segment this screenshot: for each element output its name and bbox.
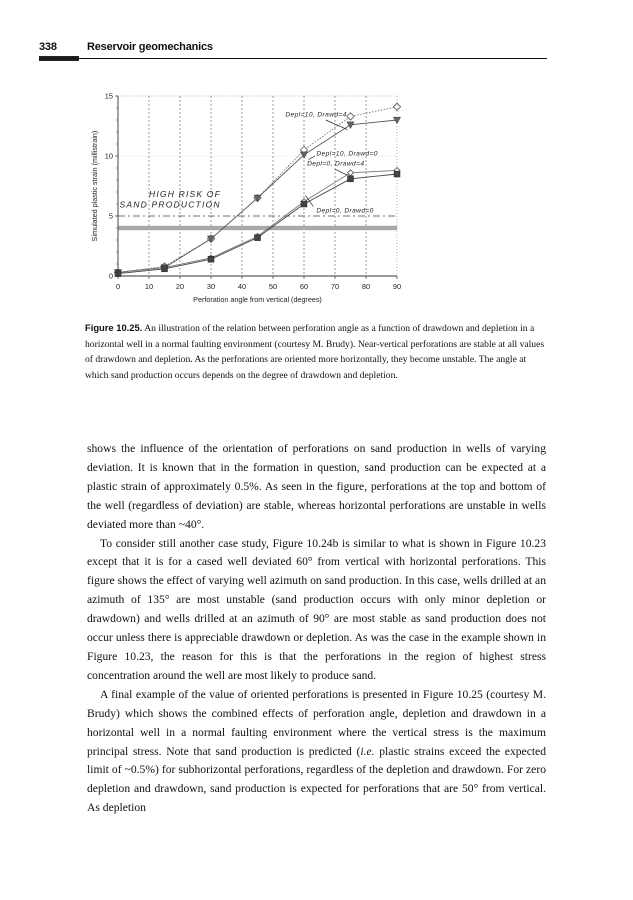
series-label-arrow-2 [309,156,315,160]
y-tick-label-5: 5 [108,211,113,221]
series-label-1: Depl=10, Drawd=4 [285,111,347,119]
x-tick-label-90: 90 [392,282,402,291]
marker-s4-75 [348,176,354,182]
y-tick-label-15: 15 [104,91,113,101]
paragraph-3 [87,686,546,818]
marker-s4-60 [301,201,307,207]
series-label-2: Depl=10, Drawd=0 [316,150,378,158]
paragraph-3-part-a: A final example of the value of oriented perforations is presented in Figure 10.25 (courtesy M. Brudy) which shows the combined effects of perforation angle, depletion and drawdown in a horizontal well in a normal faulting environment where the vertical stress is the maximum principal stress. Note that sand production is predicted ( [87,687,546,758]
page-number: 338 [39,41,57,53]
marker-s2-75 [347,122,354,128]
x-tick-label-0: 0 [115,282,121,291]
series-label-3: Depl=0, Drawd=4 [307,160,365,168]
paragraph-3-part-b: plastic strains exceed the expected limit of ~0.5%) for subhorizontal perforations, regardless of the depletion and drawdown. For zero depletion and drawdown, sand production is expected for perforations that are 50° from vertical. As depletion [87,744,547,815]
x-tick-label-10: 10 [144,282,154,291]
x-tick-label-70: 70 [330,282,340,291]
series-label-arrow-3 [335,169,347,175]
region-label-line2: SAND PRODUCTION [119,199,221,210]
x-tick-label-20: 20 [175,282,185,291]
chart-axes [115,96,397,279]
body-text [87,440,546,818]
chart-grid [118,96,397,276]
x-tick-label-80: 80 [361,282,371,291]
y-tick-label-0: 0 [108,271,113,281]
marker-s1-75 [347,113,354,120]
marker-s3-75 [348,170,354,176]
x-tick-label-40: 40 [237,282,247,291]
y-tick-label-10: 10 [104,151,113,161]
series-label-arrow-1 [326,120,348,130]
running-title: Reservoir geomechanics [87,41,213,53]
paragraph-3-ie: i.e. [360,744,375,758]
threshold-band [118,226,397,230]
y-axis-label: Simulated plastic strain (millistrain) [90,130,99,242]
running-header [39,41,547,61]
caption-label: Figure 10.25. [85,322,143,333]
x-axis-label: Perforation angle from vertical (degrees) [193,295,322,304]
paragraph-2: To consider still another case study, Figure 10.24b is similar to what is shown in Figure 10.23 except that it is for a cased well deviated 60° from vertical with horizontal perforations. This figure shows the effect of varying well azimuth on sand production. In this case, wells drilled at an azimuth of 135° are most unstable (sand production occurs with only minor depletion or drawdown) and wells drilled at an azimuth of 90° are most stable as sand production does not occur unless there is appreciable drawdown or depletion. As was the case in the example shown in Figure 10.23, the reason for this is that the perforations in the region of highest stress concentration around the well are most likely to produce sand. [87,536,546,682]
marker-s4-30 [208,256,214,262]
caption-text: An illustration of the relation between perforation angle as a function of drawdown and depletion in a horizontal well in a normal faulting environment (courtesy M. Brudy). Near-vertical perforations are stable at all values of drawdown and depletion. As the perforations are oriented more horizontally, they become unstable. The angle at which sand production occurs depends on the degree of drawdown and depletion. [85,323,545,381]
region-label-line1: HIGH RISK OF [149,188,222,199]
paragraph-1: shows the influence of the orientation of perforations on sand production in wells of varying deviation. It is known that in the formation in question, sand production can be expected at a plastic strain of approximately 0.5%. As seen in the figure, perforations at the top and bottom of the well (regardless of deviation) are stable, whereas horizontal perforations are unstable in wells deviated more than ~40°. [87,442,546,531]
x-tick-label-30: 30 [206,282,216,291]
marker-s4-45 [255,235,261,241]
series-line-3 [118,170,397,272]
figure-caption [85,320,545,383]
series-annotations [285,111,377,214]
figure-10-25 [85,88,405,310]
series-label-4: Depl=0, Drawd=0 [316,207,374,215]
marker-s4-15 [162,266,168,272]
x-tick-label-60: 60 [299,282,309,291]
header-rule [39,58,547,59]
marker-s1-90 [393,103,400,110]
x-tick-label-50: 50 [268,282,278,291]
plastic-strain-chart [85,88,405,310]
